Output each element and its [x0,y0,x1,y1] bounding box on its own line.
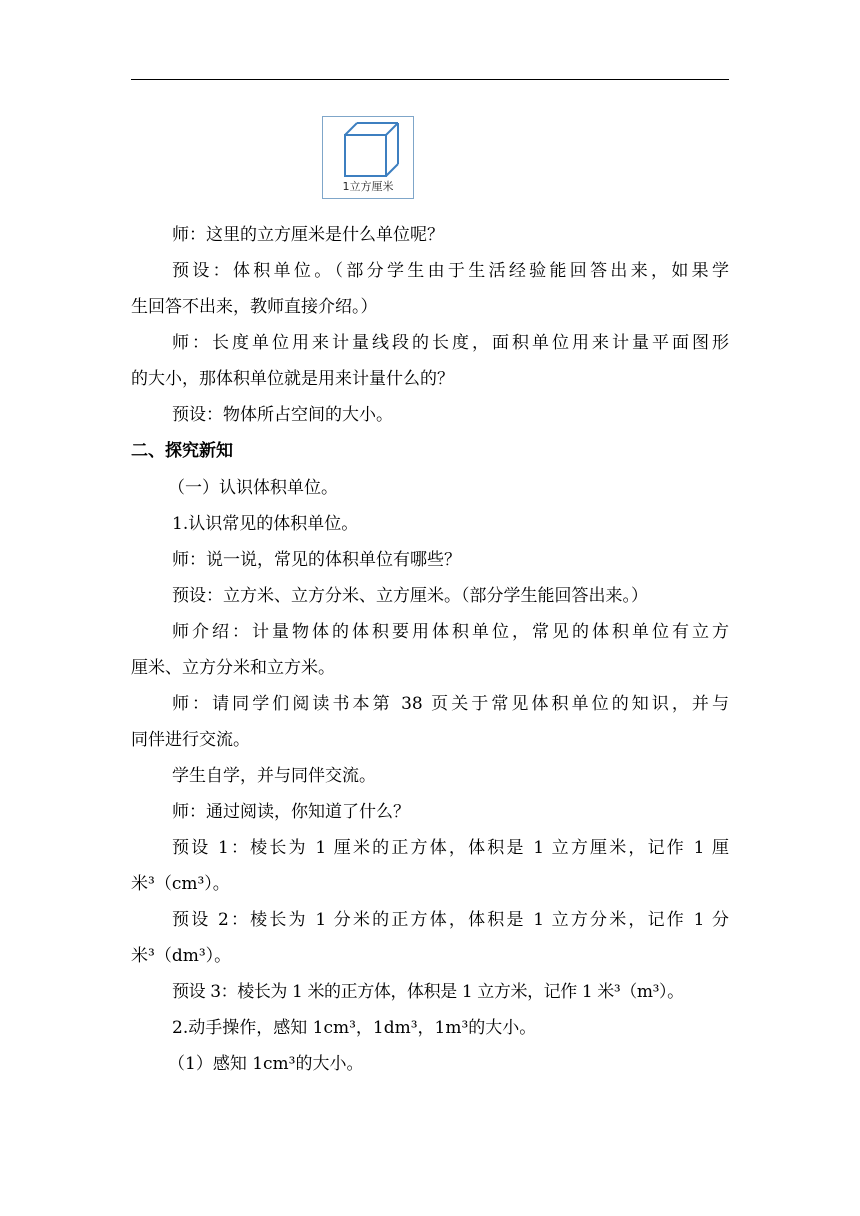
paragraph-line: 的大小，那体积单位就是用来计量什么的？ [131,369,454,389]
header-rule [131,79,729,80]
paragraph-line: 师：请同学们阅读书本第 38 页关于常见体积单位的知识，并与 [172,694,729,714]
cube-figure [322,116,414,199]
paragraph-line: 师：通过阅读，你知道了什么？ [172,802,410,822]
section-heading: 二、探究新知 [131,441,233,461]
paragraph-line: 预设：体积单位。（部分学生由于生活经验能回答出来，如果学 [172,261,729,281]
paragraph-line: 厘米、立方分米和立方米。 [131,658,335,678]
paragraph-line: 米³（cm³）。 [131,874,230,894]
paragraph-line: 预设 2：棱长为 1 分米的正方体，体积是 1 立方分米，记作 1 分 [172,910,729,930]
paragraph-line: 预设 3：棱长为 1 米的正方体，体积是 1 立方米，记作 1 米³（m³）。 [172,982,684,1002]
paragraph-line: （1）感知 1cm³的大小。 [168,1054,364,1074]
paragraph-line: 2.动手操作，感知 1cm³，1dm³，1m³的大小。 [172,1018,537,1038]
paragraph-line: 米³（dm³）。 [131,946,232,966]
paragraph-line: 预设：立方米、立方分米、立方厘米。（部分学生能回答出来。） [172,586,648,606]
figure-caption: 1立方厘米 [342,180,394,193]
paragraph-line: 生回答不出来，教师直接介绍。） [131,297,378,317]
paragraph-line: 师：长度单位用来计量线段的长度，面积单位用来计量平面图形 [172,333,729,353]
paragraph-line: 1.认识常见的体积单位。 [172,514,359,534]
paragraph-line: 师：说一说，常见的体积单位有哪些？ [172,550,461,570]
paragraph-line: 预设 1：棱长为 1 厘米的正方体，体积是 1 立方厘米，记作 1 厘 [172,838,729,858]
paragraph-line: 学生自学，并与同伴交流。 [172,766,376,786]
paragraph-line: 师介绍：计量物体的体积要用体积单位，常见的体积单位有立方 [172,622,729,642]
paragraph-line: 同伴进行交流。 [131,730,250,750]
subsection-heading: （一）认识体积单位。 [168,478,338,498]
paragraph-line: 预设：物体所占空间的大小。 [172,405,393,425]
paragraph-line: 师：这里的立方厘米是什么单位呢？ [172,225,444,245]
